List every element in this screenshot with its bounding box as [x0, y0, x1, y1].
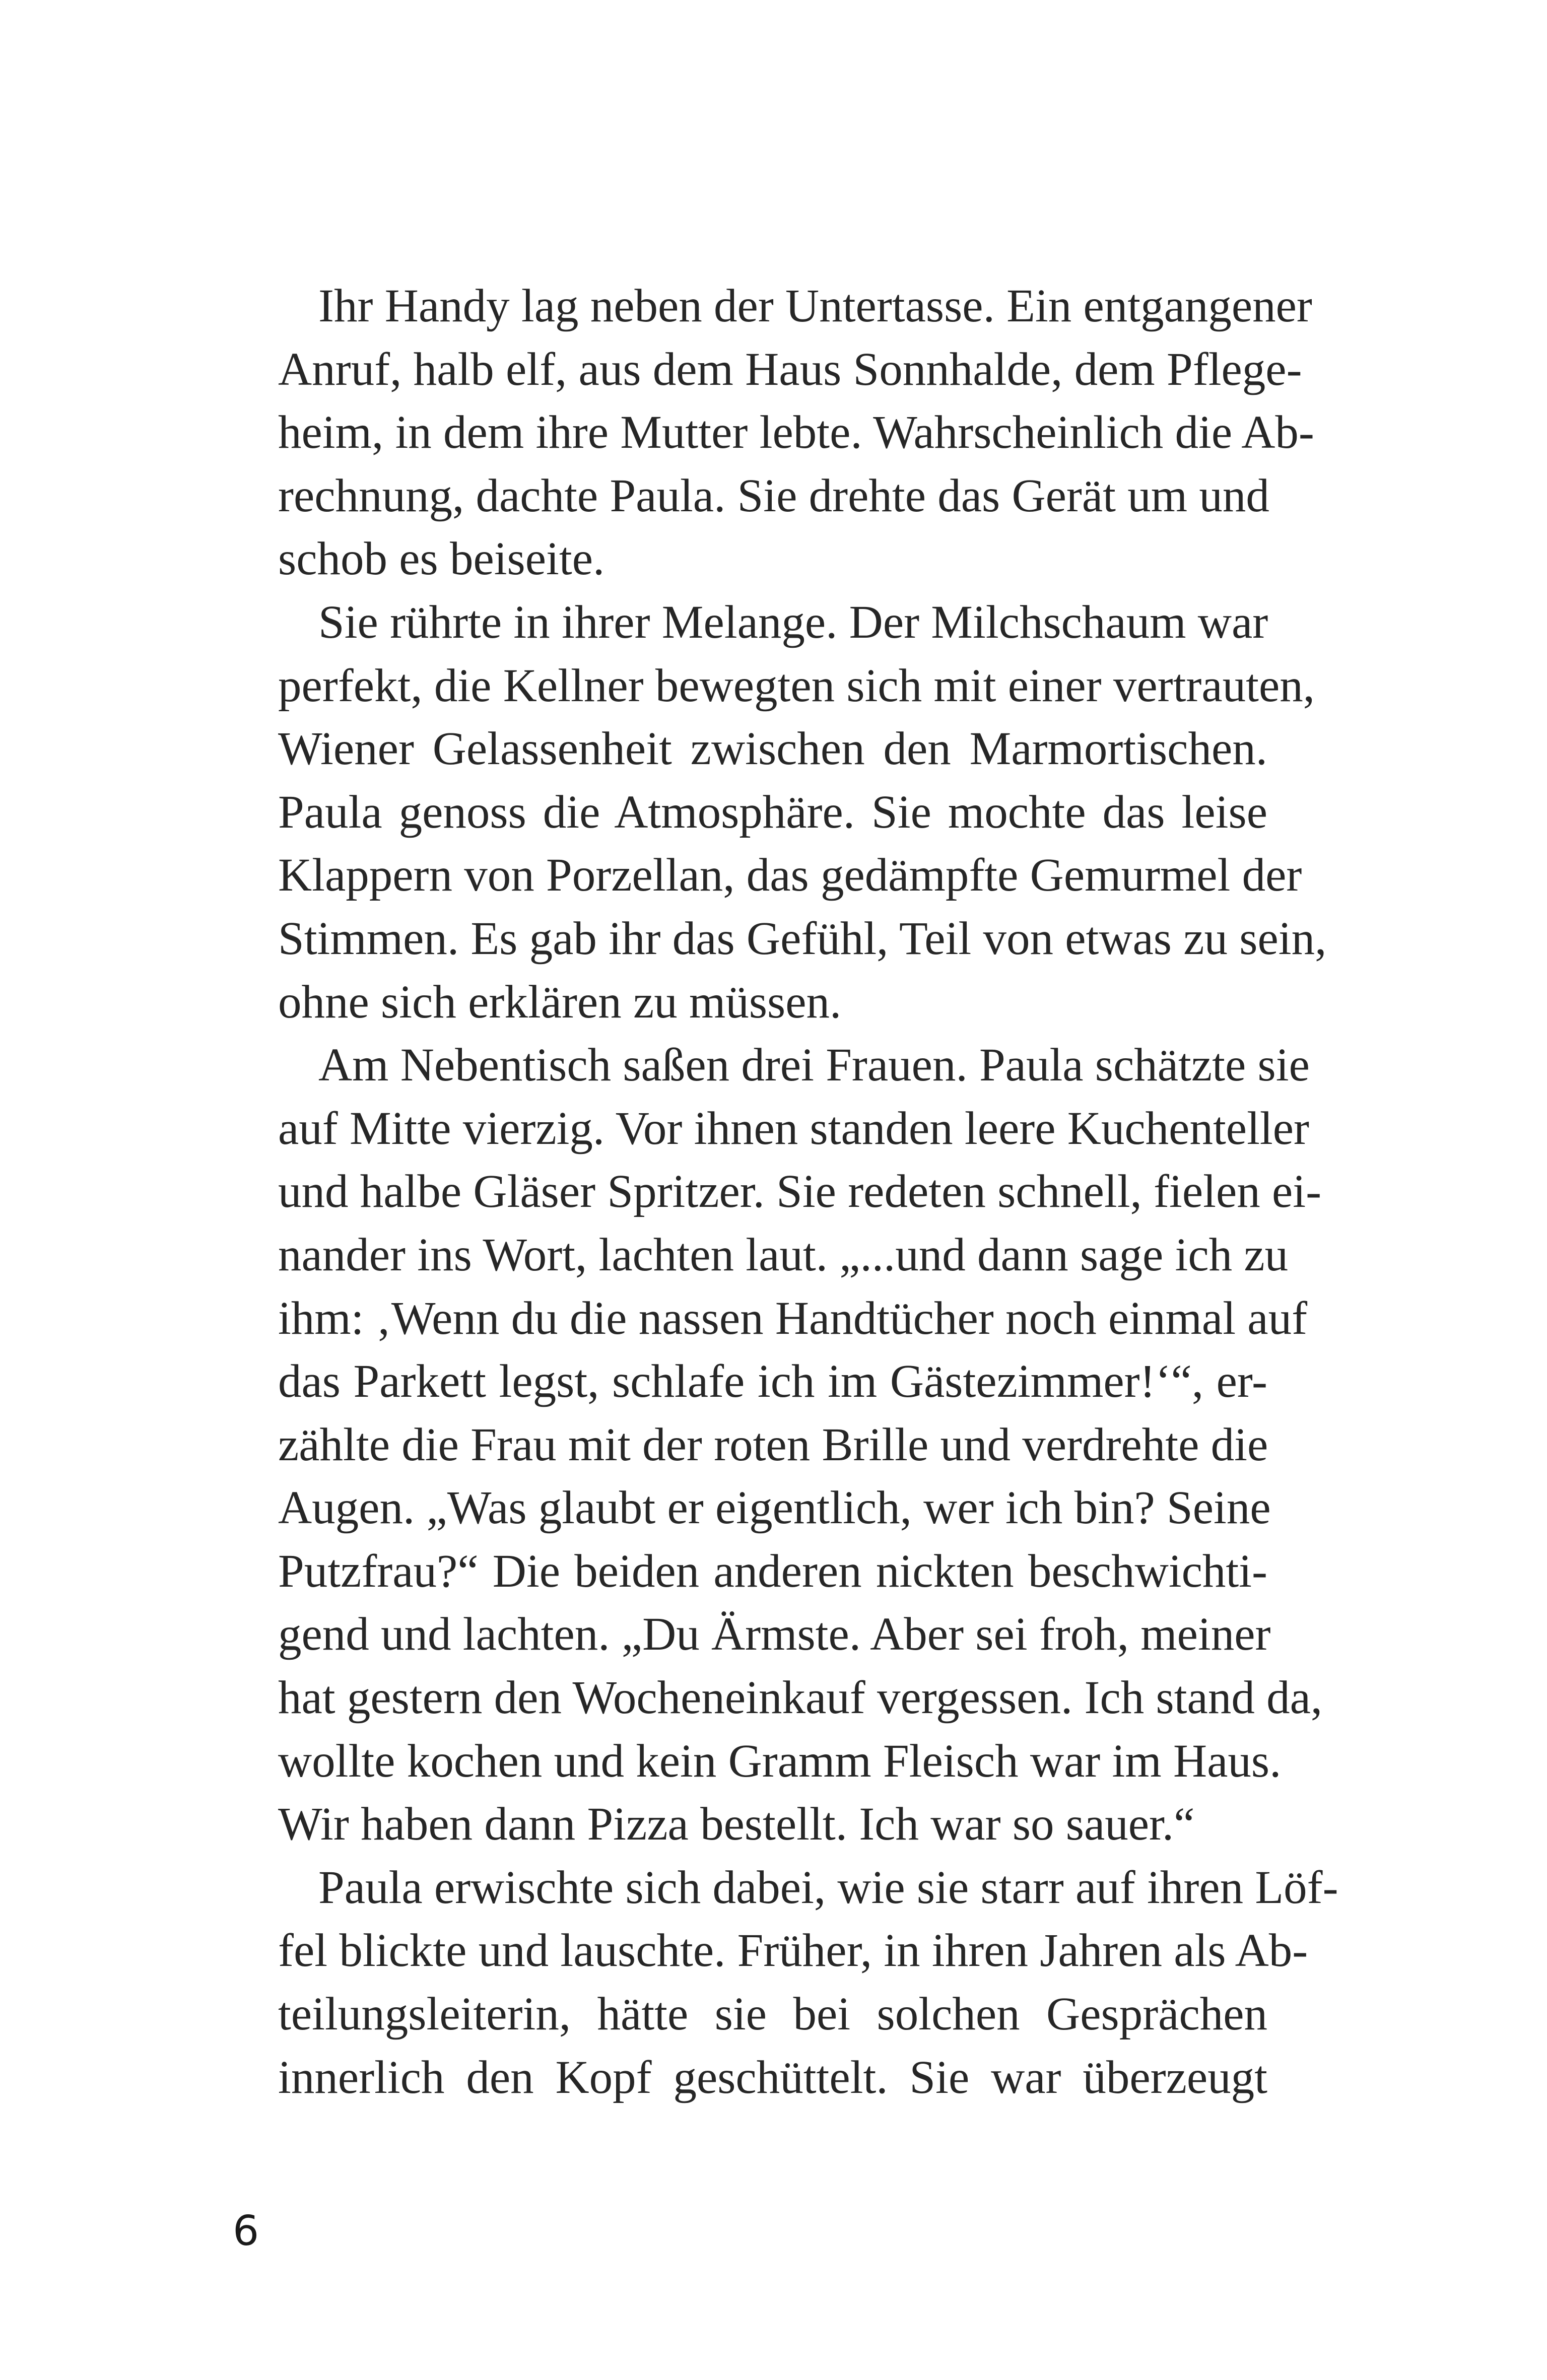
paragraph	[238, 275, 1314, 591]
text-line: gend und lachten. „Du Ärmste. Aber sei froh, meiner	[278, 1608, 1271, 1661]
text-line: nander ins Wort, lachten laut. „...und dann sage ich zu	[278, 1229, 1289, 1281]
text-line: Am Nebentisch saßen drei Frauen. Paula schätzte sie	[318, 1039, 1310, 1092]
text-line: Wir haben dann Pizza bestellt. Ich war so sauer.“	[278, 1798, 1195, 1851]
text-line: das Parkett legst, schlafe ich im Gästezimmer!‘“, er-	[278, 1355, 1267, 1408]
text-line: Paula genoss die Atmosphäre. Sie mochte das leise	[278, 786, 1267, 838]
text-line: Anruf, halb elf, aus dem Haus Sonnhalde, dem Pflege-	[278, 343, 1302, 395]
text-line: Ihr Handy lag neben der Untertasse. Ein entgangener	[318, 280, 1312, 332]
paragraph	[238, 1034, 1323, 1856]
text-line: innerlich den Kopf geschüttelt. Sie war überzeugt	[278, 2051, 1267, 2103]
text-line: teilungsleiterin, hätte sie bei solchen Gesprächen	[278, 1988, 1267, 2041]
text-line: rechnung, dachte Paula. Sie drehte das Gerät um und	[278, 469, 1269, 522]
text-line: auf Mitte vierzig. Vor ihnen standen leere Kuchenteller	[278, 1102, 1309, 1154]
text-line: ohne sich erklären zu müssen.	[278, 976, 842, 1028]
text-line: und halbe Gläser Spritzer. Sie redeten schnell, fielen ei-	[278, 1166, 1322, 1218]
text-line: Putzfrau?“ Die beiden anderen nickten beschwichti-	[278, 1545, 1267, 1597]
paragraph	[238, 1856, 1338, 2109]
text-line: fel blickte und lauschte. Früher, in ihren Jahren als Ab-	[278, 1925, 1308, 1977]
page-number: 6	[233, 2207, 259, 2255]
text-line: Klappern von Porzellan, das gedämpfte Gemurmel der	[278, 849, 1302, 902]
text-line: Wiener Gelassenheit zwischen den Marmortischen.	[278, 723, 1267, 775]
text-line: Stimmen. Es gab ihr das Gefühl, Teil von etwas zu sein,	[278, 912, 1327, 965]
text-line: hat gestern den Wocheneinkauf vergessen. Ich stand da,	[278, 1672, 1323, 1724]
paragraph	[238, 591, 1327, 1034]
text-line: zählte die Frau mit der roten Brille und verdrehte die	[278, 1418, 1268, 1471]
text-line: Sie rührte in ihrer Melange. Der Milchschaum war	[318, 596, 1268, 648]
text-line: heim, in dem ihre Mutter lebte. Wahrscheinlich die Ab-	[278, 406, 1314, 459]
text-line: Paula erwischte sich dabei, wie sie starr auf ihren Löf-	[318, 1861, 1338, 1914]
text-line: Augen. „Was glaubt er eigentlich, wer ich bin? Seine	[278, 1482, 1271, 1534]
text-line: schob es beiseite.	[278, 533, 605, 585]
text-line: wollte kochen und kein Gramm Fleisch war im Haus.	[278, 1735, 1282, 1787]
body-text	[238, 275, 1338, 2109]
text-line: perfekt, die Kellner bewegten sich mit einer vertrauten,	[278, 659, 1315, 712]
text-line: ihm: ‚Wenn du die nassen Handtücher noch einmal auf	[278, 1292, 1308, 1344]
